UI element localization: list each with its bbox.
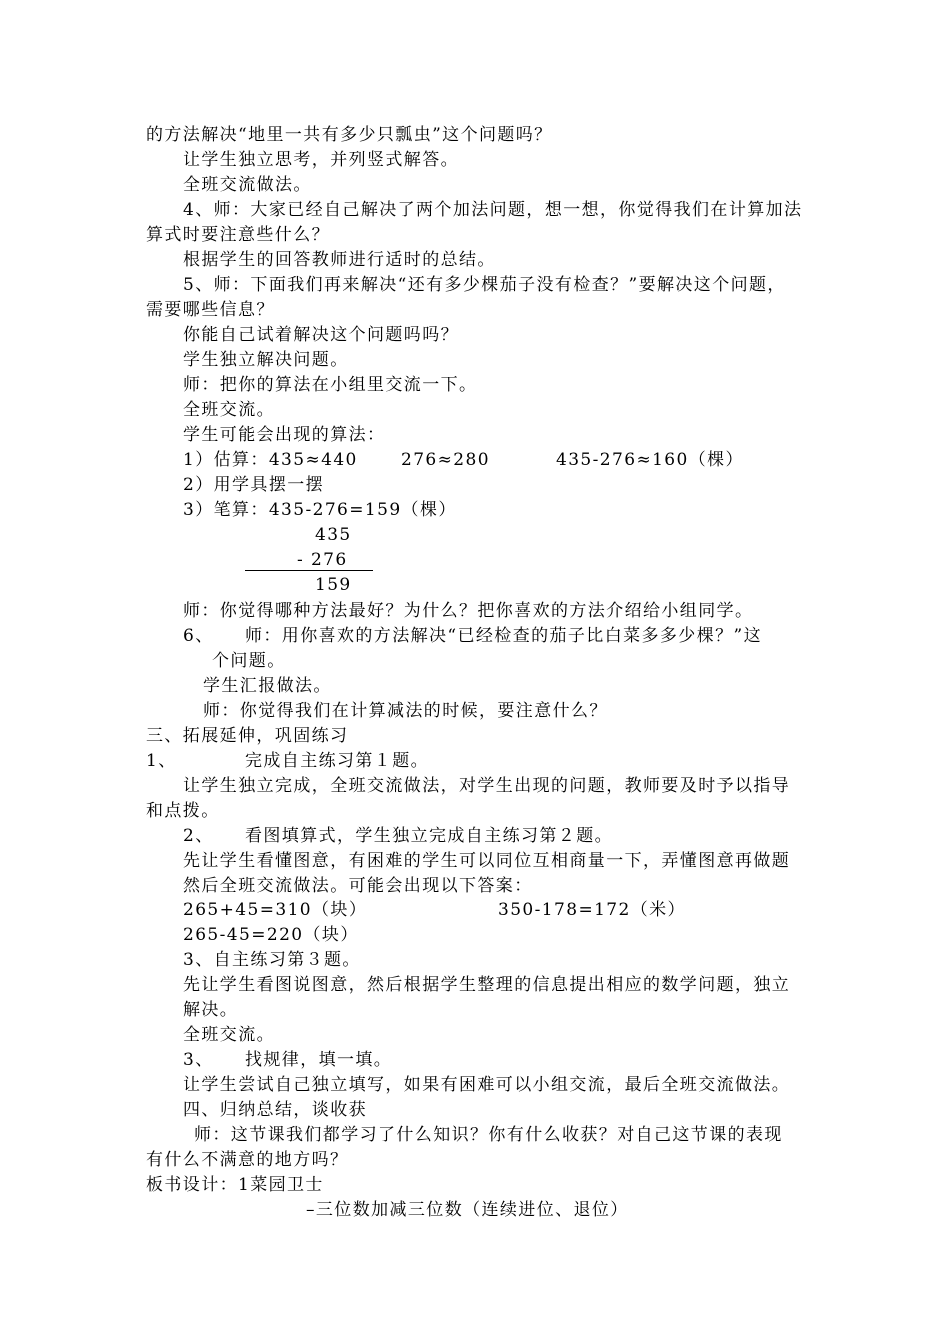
text-line: 需要哪些信息？ xyxy=(146,300,275,320)
text-line: 2、 xyxy=(183,826,214,846)
text-line: 5、师：下面我们再来解决“还有多少棵茄子没有检查？”要解决这个问题， xyxy=(183,275,786,295)
text-line: 全班交流做法。 xyxy=(183,175,312,195)
text-line: 和点拨。 xyxy=(146,801,220,821)
text-line: 师：用你喜欢的方法解决“已经检查的茄子比白菜多多少棵？”这 xyxy=(245,626,762,646)
text-line: 根据学生的回答教师进行适时的总结。 xyxy=(183,250,496,270)
text-line: 1）估算：435≈440 xyxy=(183,450,358,470)
text-line: 350-178=172（米） xyxy=(498,900,686,920)
section-heading: 四、归纳总结，谈收获 xyxy=(183,1100,367,1120)
text-line: 学生独立解决问题。 xyxy=(183,350,349,370)
text-line: 学生汇报做法。 xyxy=(203,676,332,696)
text-line: 3）笔算：435-276=159（棵） xyxy=(183,500,457,520)
text-line: 师：这节课我们都学习了什么知识？你有什么收获？对自己这节课的表现 xyxy=(194,1125,783,1145)
text-line: 师：你觉得哪种方法最好？为什么？把你喜欢的方法介绍给小组同学。 xyxy=(183,601,754,621)
text-line: 解决。 xyxy=(183,1000,239,1020)
text-line: 全班交流。 xyxy=(183,1025,275,1045)
text-line: 1、 xyxy=(146,751,177,771)
text-line: 算式时要注意些什么？ xyxy=(146,225,330,245)
text-line: 3、自主练习第３题。 xyxy=(183,950,361,970)
text-line: 265-45=220（块） xyxy=(183,925,359,945)
text-line: 先让学生看懂图意，有困难的学生可以同位互相商量一下，弄懂图意再做题 xyxy=(183,851,791,871)
text-line: 你能自己试着解决这个问题吗吗？ xyxy=(183,325,459,345)
text-line: 完成自主练习第１题。 xyxy=(245,751,429,771)
text-line: 2）用学具摆一摆 xyxy=(183,475,325,495)
text-line: 4、师：大家已经自己解决了两个加法问题，想一想，你觉得我们在计算加法 xyxy=(183,200,803,220)
text-line: 全班交流。 xyxy=(183,400,275,420)
text-line: 师：把你的算法在小组里交流一下。 xyxy=(183,375,478,395)
text-line: 3、 xyxy=(183,1050,214,1070)
text-line: 个问题。 xyxy=(212,651,286,671)
text-line: 先让学生看图说图意，然后根据学生整理的信息提出相应的数学问题，独立 xyxy=(183,975,791,995)
text-line: –三位数加减三位数（连续进位、退位） xyxy=(306,1200,629,1220)
text-line: 有什么不满意的地方吗？ xyxy=(146,1150,349,1170)
section-heading: 三、拓展延伸，巩固练习 xyxy=(146,726,349,746)
text-line: 然后全班交流做法。可能会出现以下答案： xyxy=(183,876,533,896)
text-line: 让学生独立完成，全班交流做法，对学生出现的问题，教师要及时予以指导 xyxy=(183,776,791,796)
text-line: 的方法解决“地里一共有多少只瓢虫”这个问题吗？ xyxy=(146,125,553,145)
vertical-calc-result: 159 xyxy=(315,575,352,595)
text-line: 看图填算式，学生独立完成自主练习第２题。 xyxy=(245,826,613,846)
text-line: 435-276≈160（棵） xyxy=(556,450,744,470)
text-line: 学生可能会出现的算法： xyxy=(183,425,386,445)
text-line: 265+45=310（块） xyxy=(183,900,368,920)
text-line: 找规律，填一填。 xyxy=(245,1050,393,1070)
text-line: 师：你觉得我们在计算减法的时候，要注意什么？ xyxy=(203,701,608,721)
text-line: 6、 xyxy=(183,626,214,646)
vertical-calc-subtrahend: - 276 xyxy=(297,550,348,570)
vertical-calc-top: 435 xyxy=(315,525,352,545)
vertical-calc-rule xyxy=(245,570,373,571)
text-line: 让学生尝试自己独立填写，如果有困难可以小组交流，最后全班交流做法。 xyxy=(183,1075,791,1095)
text-line: 板书设计：1菜园卫士 xyxy=(146,1175,324,1195)
text-line: 276≈280 xyxy=(401,450,490,470)
text-line: 让学生独立思考，并列竖式解答。 xyxy=(183,150,459,170)
